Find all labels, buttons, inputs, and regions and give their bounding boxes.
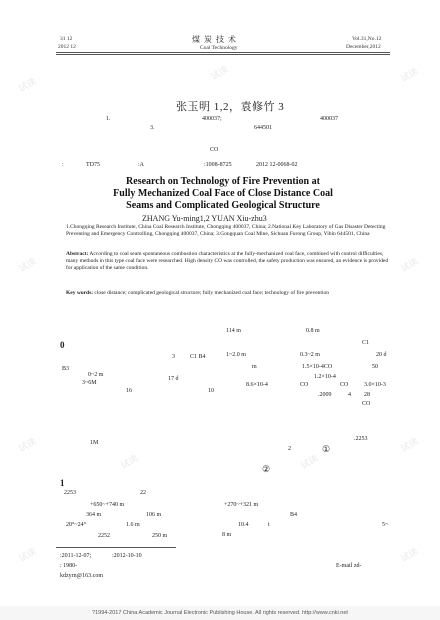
copyright-footer: ?1994-2017 China Academic Journal Electronic Publishing House. All rights reserved. http://www.cnki.net xyxy=(0,606,440,620)
issn: :1008-8725 xyxy=(204,162,232,168)
body-text: 250 m xyxy=(152,533,168,539)
header-date-right: December,2012 xyxy=(346,44,381,50)
body-text: .2253 xyxy=(354,436,368,442)
body-text: 1~2.0 m xyxy=(226,352,246,358)
body-text: 0.8 m xyxy=(306,328,320,334)
clc-colon: : xyxy=(62,162,64,168)
body-text: 5~ xyxy=(382,522,389,528)
watermark-text: 试读 xyxy=(399,66,421,85)
header-journal-en: Coal Technology xyxy=(200,45,238,51)
footnote-email-label: E-mail zd- xyxy=(336,563,362,569)
watermark-text: 试读 xyxy=(17,76,39,95)
abstract xyxy=(66,251,392,273)
body-text: B3 xyxy=(62,366,70,372)
section-1-heading: 1 xyxy=(60,478,65,488)
watermark-text: 试读 xyxy=(119,453,141,472)
title-line-2: Fully Mechanized Coal Face of Close Distance Coal xyxy=(113,188,333,199)
title-line-3: Seams and Complicated Geological Structure xyxy=(126,200,320,211)
body-text: B4 xyxy=(290,512,298,518)
body-text: +650~+740 m xyxy=(90,502,125,508)
body-text: 8.6×10-4 xyxy=(246,382,268,388)
body-text: 20 d xyxy=(376,352,387,358)
keywords xyxy=(66,290,392,297)
body-text: 1.2×10-4 xyxy=(314,374,336,380)
body-text: 364 m xyxy=(86,512,102,518)
body-text: 0~2 m xyxy=(88,372,104,378)
body-text: C1 xyxy=(362,340,370,346)
body-text: +270~+321 m xyxy=(224,502,259,508)
header-rule xyxy=(56,52,390,53)
marker-circled-2: ② xyxy=(262,464,271,474)
body-text: CO xyxy=(362,401,371,407)
watermark-text: 试读 xyxy=(209,64,231,83)
body-text: CO xyxy=(340,382,349,388)
body-text: 4 xyxy=(348,392,351,398)
abstract-label: Abstract: xyxy=(66,251,89,257)
clc-number: TD75 xyxy=(86,162,100,168)
body-text: 16 xyxy=(126,388,132,394)
header-volume-right: Vol.31,No.12 xyxy=(352,36,382,42)
body-text: 2 xyxy=(288,446,291,452)
body-text: 50 xyxy=(372,364,378,370)
body-text: 3~6M xyxy=(82,380,97,386)
body-text: 17 d xyxy=(168,376,179,382)
cn-affil-2b: 644501 xyxy=(254,125,272,131)
header-rule-thin xyxy=(56,54,390,55)
body-text: m xyxy=(252,364,257,370)
cn-affil-1a: 1. xyxy=(106,116,111,122)
en-affiliations: 1.Chongqing Research Institute, China Coal Research Institute, Chongqing 400037, China; 2.National Key Laboratory of Gas Disaster Detecting Preventing and Emergency Controlling, Chongqing 400037, China; 3.Gongquan Coal Mine, Sichuan Furong Group, Yibin 644501, China xyxy=(66,224,386,238)
cn-abstract-co: CO xyxy=(210,147,219,153)
body-text: CO xyxy=(300,382,309,388)
section-0-heading: 0 xyxy=(60,340,65,350)
body-text: 106 m xyxy=(146,512,162,518)
article-number: 2012 12-0068-02 xyxy=(256,162,298,168)
en-authors: ZHANG Yu-ming1,2 YUAN Xiu-zhu3 xyxy=(142,214,267,223)
header-journal-cn: 煤 炭 技 术 xyxy=(192,35,237,44)
body-text: t xyxy=(268,522,270,528)
footnote-email: kdzyrn@163.com xyxy=(60,573,104,579)
title-line-1: Research on Technology of Fire Prevention at xyxy=(126,176,320,187)
footnote-revised: :2012-10-10 xyxy=(112,553,142,559)
body-text: 20°~24° xyxy=(66,522,87,528)
body-text: .2009 xyxy=(318,392,332,398)
keywords-label: Key words: xyxy=(66,290,94,296)
footnote-rule xyxy=(56,547,176,548)
body-text: 3.0×10-3 xyxy=(364,382,386,388)
body-text: 114 m xyxy=(226,328,241,334)
body-text: 10 xyxy=(208,388,214,394)
body-text: 2252 xyxy=(98,533,110,539)
body-text: 1.5×10-4CO xyxy=(302,364,333,370)
body-text: 22 xyxy=(140,490,146,496)
body-text: 8 m xyxy=(222,532,232,538)
header-volume-left: 31 12 xyxy=(60,36,73,42)
watermark-text: 试读 xyxy=(399,546,421,565)
watermark-text: 试读 xyxy=(17,546,39,565)
keywords-text: close distance; complicated geological structure; fully mechanized coal face; technology of fire prevention xyxy=(94,290,329,296)
body-text: 3 xyxy=(172,354,175,360)
cn-affil-2a: 3. xyxy=(150,125,155,131)
body-text: 1.6 m xyxy=(126,522,140,528)
cn-affil-1c: 400037 xyxy=(320,116,338,122)
footnote-received: :2011-12-07; xyxy=(60,553,92,559)
watermark-text: 试读 xyxy=(17,436,39,455)
header-date-left: 2012 12 xyxy=(58,44,76,50)
cn-affil-1b: 400037; xyxy=(202,116,222,122)
body-text: 1M xyxy=(90,440,99,446)
footnote-born: : 1980- xyxy=(60,563,78,569)
body-text: C1 B4 xyxy=(190,354,206,360)
body-text: 2253 xyxy=(64,490,76,496)
document-code: :A xyxy=(138,162,144,168)
body-text: 28 xyxy=(364,392,370,398)
watermark-text: 试读 xyxy=(399,256,421,275)
article-title xyxy=(56,176,390,212)
body-text: 10.4 xyxy=(238,522,249,528)
body-text: 0.3~2 m xyxy=(300,352,320,358)
watermark-text: 试读 xyxy=(399,436,421,455)
watermark-text: 试读 xyxy=(17,256,39,275)
watermark-text: 试读 xyxy=(299,453,321,472)
abstract-text: According to coal seam spontaneous combustion characteristics at the fully-mechanized coal face, combined with control difficulties, many methods in this type coal face were researched. High density CO was controlled, the safety production was ensured, an evidence is provided for application of the same condition. xyxy=(66,251,389,272)
marker-circled-1: ① xyxy=(322,444,331,454)
cn-authors: 张玉明 1,2，袁修竹 3 xyxy=(176,101,285,113)
